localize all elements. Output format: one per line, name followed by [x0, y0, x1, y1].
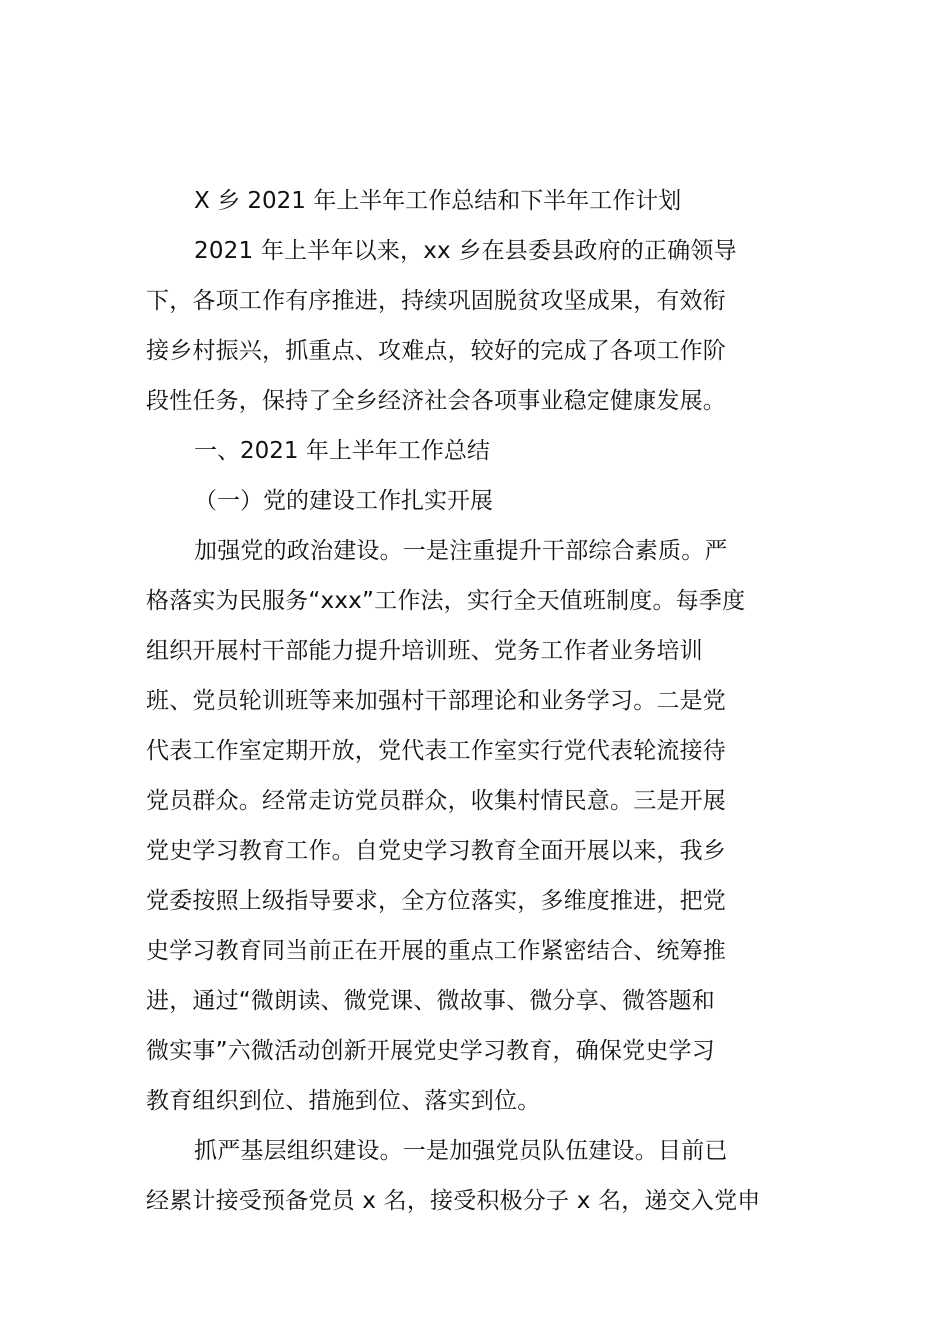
- text-line: 党史学习教育工作。自党史学习教育全面开展以来，我乡: [146, 838, 726, 864]
- text-line: 微实事”六微活动创新开展党史学习教育，确保党史学习: [146, 1038, 715, 1064]
- section-heading: 一、2021 年上半年工作总结: [194, 438, 490, 464]
- text-line: 接乡村振兴，抓重点、攻难点，较好的完成了各项工作阶: [146, 338, 726, 364]
- text-line: 史学习教育同当前正在开展的重点工作紧密结合、统筹推: [146, 938, 726, 964]
- intro-paragraph: [146, 226, 806, 426]
- document-body: [146, 176, 806, 1226]
- text-line: 段性任务，保持了全乡经济社会各项事业稳定健康发展。: [146, 388, 726, 414]
- text-line: 抓严基层组织建设。一是加强党员队伍建设。目前已: [194, 1138, 728, 1164]
- text-line: 加强党的政治建设。一是注重提升干部综合素质。严: [194, 538, 728, 564]
- text-line: 组织开展村干部能力提升培训班、党务工作者业务培训: [146, 638, 703, 664]
- text-line: 格落实为民服务“xxx”工作法，实行全天值班制度。每季度: [146, 588, 746, 614]
- grassroots-paragraph: [146, 1126, 806, 1226]
- text-line: 经累计接受预备党员 x 名，接受积极分子 x 名，递交入党申: [146, 1188, 761, 1214]
- text-line: 党委按照上级指导要求，全方位落实，多维度推进，把党: [146, 888, 726, 914]
- text-line: 下，各项工作有序推进，持续巩固脱贫攻坚成果，有效衔: [146, 288, 726, 314]
- document-title: X 乡 2021 年上半年工作总结和下半年工作计划: [194, 188, 682, 214]
- subsection-heading: （一）党的建设工作扎实开展: [194, 488, 493, 514]
- text-line: 进，通过“微朗读、微党课、微故事、微分享、微答题和: [146, 988, 715, 1014]
- text-line: 教育组织到位、措施到位、落实到位。: [146, 1088, 541, 1114]
- text-line: 代表工作室定期开放，党代表工作室实行党代表轮流接待: [146, 738, 726, 764]
- text-line: 2021 年上半年以来，xx 乡在县委县政府的正确领导: [194, 238, 737, 264]
- text-line: 班、党员轮训班等来加强村干部理论和业务学习。二是党: [146, 688, 726, 714]
- political-building-paragraph: [146, 526, 806, 1126]
- text-line: 党员群众。经常走访党员群众，收集村情民意。三是开展: [146, 788, 726, 814]
